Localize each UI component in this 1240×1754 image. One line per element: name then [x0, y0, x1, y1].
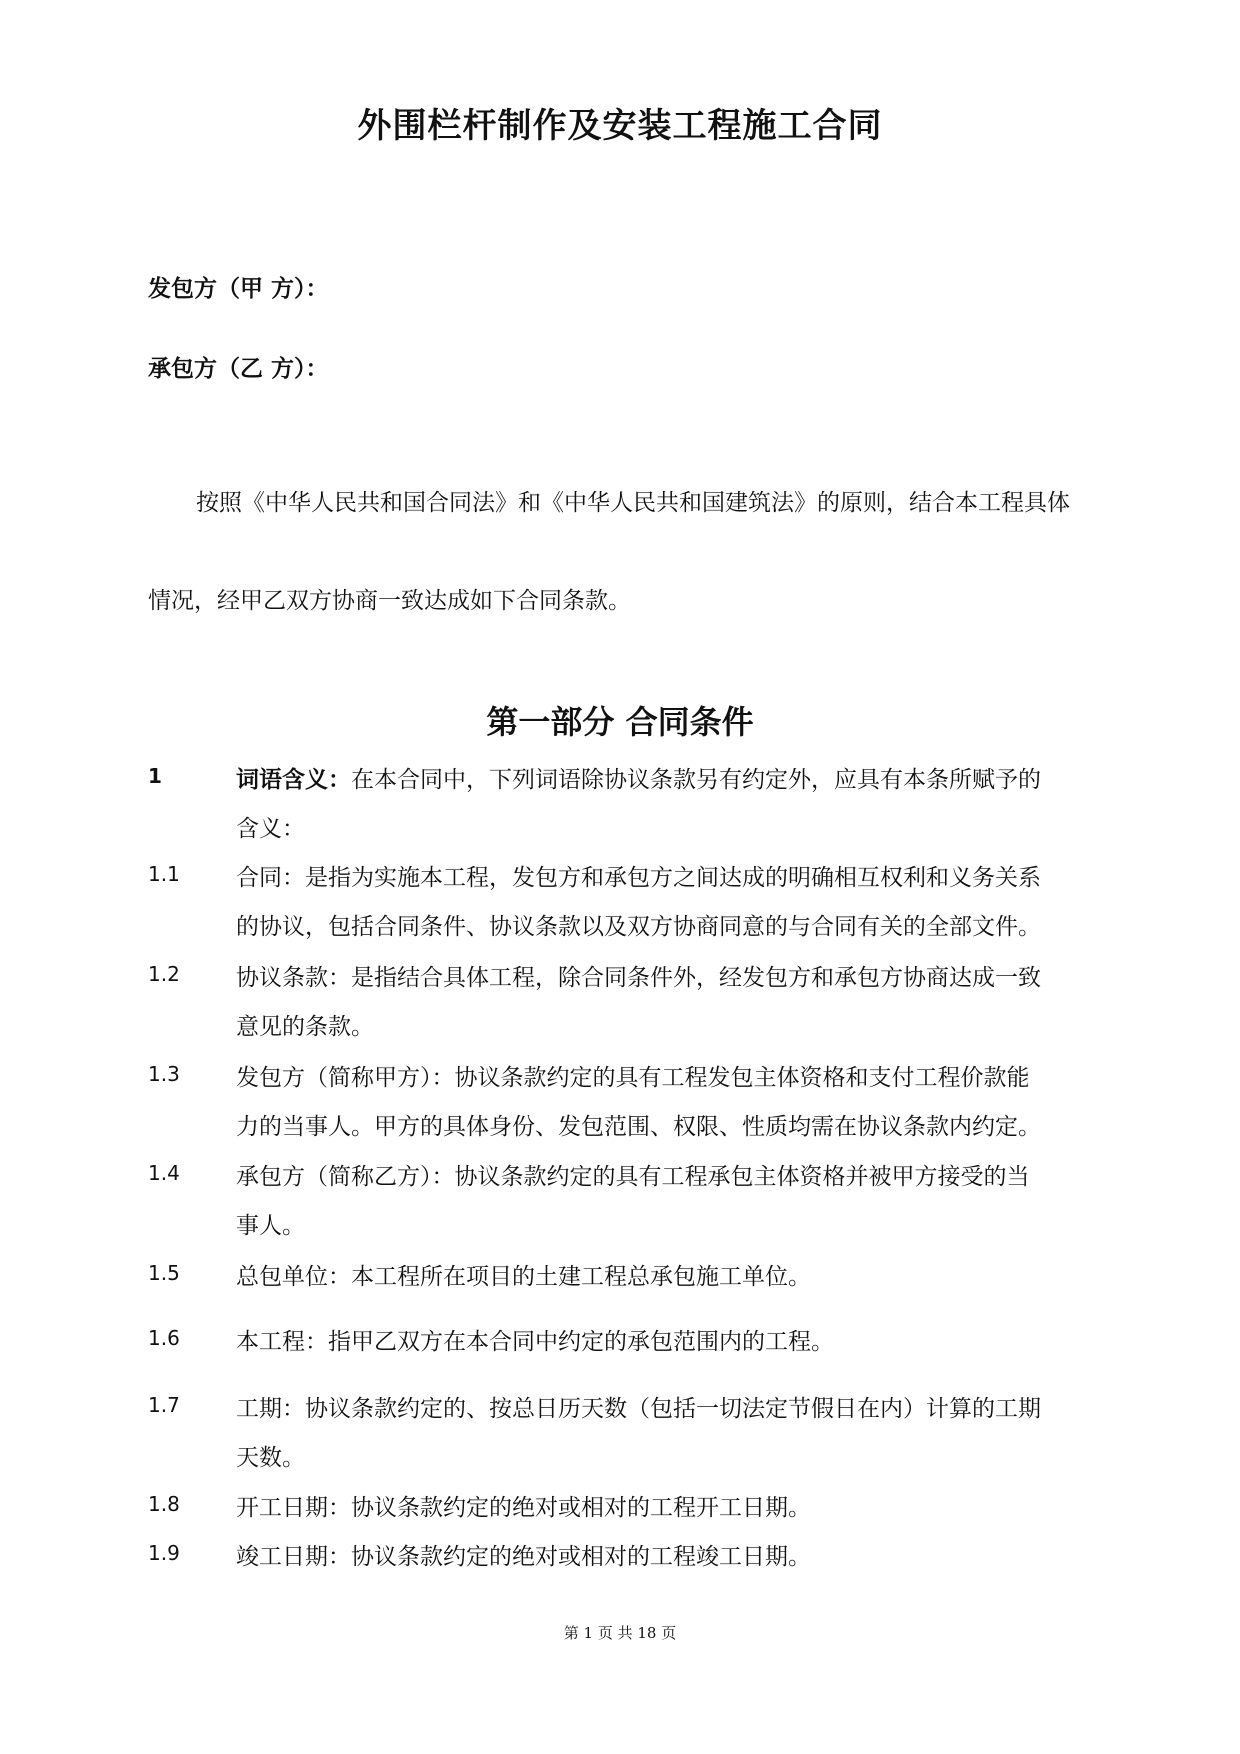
item-text-line: 承包方（简称乙方）：协议条款约定的具有工程承包主体资格并被甲方接受的当	[236, 1164, 1030, 1190]
item-text-line: 开工日期：协议条款约定的绝对或相对的工程开工日期。	[236, 1495, 811, 1521]
item-text-line: 工期：协议条款约定的、按总日历天数（包括一切法定节假日在内）计算的工期	[236, 1396, 1041, 1422]
item-text-line: 事人。	[236, 1213, 305, 1239]
item-text-line: 意见的条款。	[236, 1014, 374, 1040]
item-text-line: 发包方（简称甲方）：协议条款约定的具有工程发包主体资格和支付工程价款能	[236, 1065, 1030, 1091]
party-a-label: 发包方（甲 方）：	[148, 276, 329, 302]
clause-number: 1	[148, 764, 162, 788]
item-number: 1.3	[148, 1062, 180, 1086]
item-number: 1.6	[148, 1326, 180, 1350]
item-number: 1.2	[148, 962, 180, 986]
intro-line-2: 情况，经甲乙双方协商一致达成如下合同条款。	[148, 588, 631, 614]
item-number: 1.7	[148, 1393, 180, 1417]
item-number: 1.5	[148, 1261, 180, 1285]
item-number: 1.1	[148, 862, 180, 886]
item-text-line: 的协议，包括合同条件、协议条款以及双方协商同意的与合同有关的全部文件。	[236, 914, 1041, 940]
item-number: 1.9	[148, 1541, 180, 1565]
item-text-line: 本工程：指甲乙双方在本合同中约定的承包范围内的工程。	[236, 1329, 834, 1355]
item-text-line: 合同：是指为实施本工程，发包方和承包方之间达成的明确相互权利和义务关系	[236, 865, 1041, 891]
item-text-line: 竣工日期：协议条款约定的绝对或相对的工程竣工日期。	[236, 1544, 811, 1570]
item-number: 1.4	[148, 1161, 180, 1185]
clause-text-line	[236, 761, 1041, 794]
clause-definition: 在本合同中，下列词语除协议条款另有约定外，应具有本条所赋予的	[351, 767, 1041, 793]
clause-term: 词语含义：	[236, 767, 351, 793]
item-text-line: 天数。	[236, 1445, 305, 1471]
intro-line-1: 按照《中华人民共和国合同法》和《中华人民共和国建筑法》的原则，结合本工程具体	[196, 490, 1070, 516]
item-number: 1.8	[148, 1492, 180, 1516]
item-text-line: 总包单位：本工程所在项目的土建工程总承包施工单位。	[236, 1264, 811, 1290]
section-title: 第一部分 合同条件	[486, 703, 754, 741]
clause-text-line: 含义：	[236, 816, 305, 842]
party-b-label: 承包方（乙 方）：	[148, 356, 329, 382]
item-text-line: 协议条款：是指结合具体工程，除合同条件外，经发包方和承包方协商达成一致	[236, 965, 1041, 991]
document-title: 外围栏杆制作及安装工程施工合同	[357, 106, 883, 146]
item-text-line: 力的当事人。甲方的具体身份、发包范围、权限、性质均需在协议条款内约定。	[236, 1114, 1041, 1140]
page-footer: 第 1 页 共 18 页	[563, 1624, 677, 1642]
